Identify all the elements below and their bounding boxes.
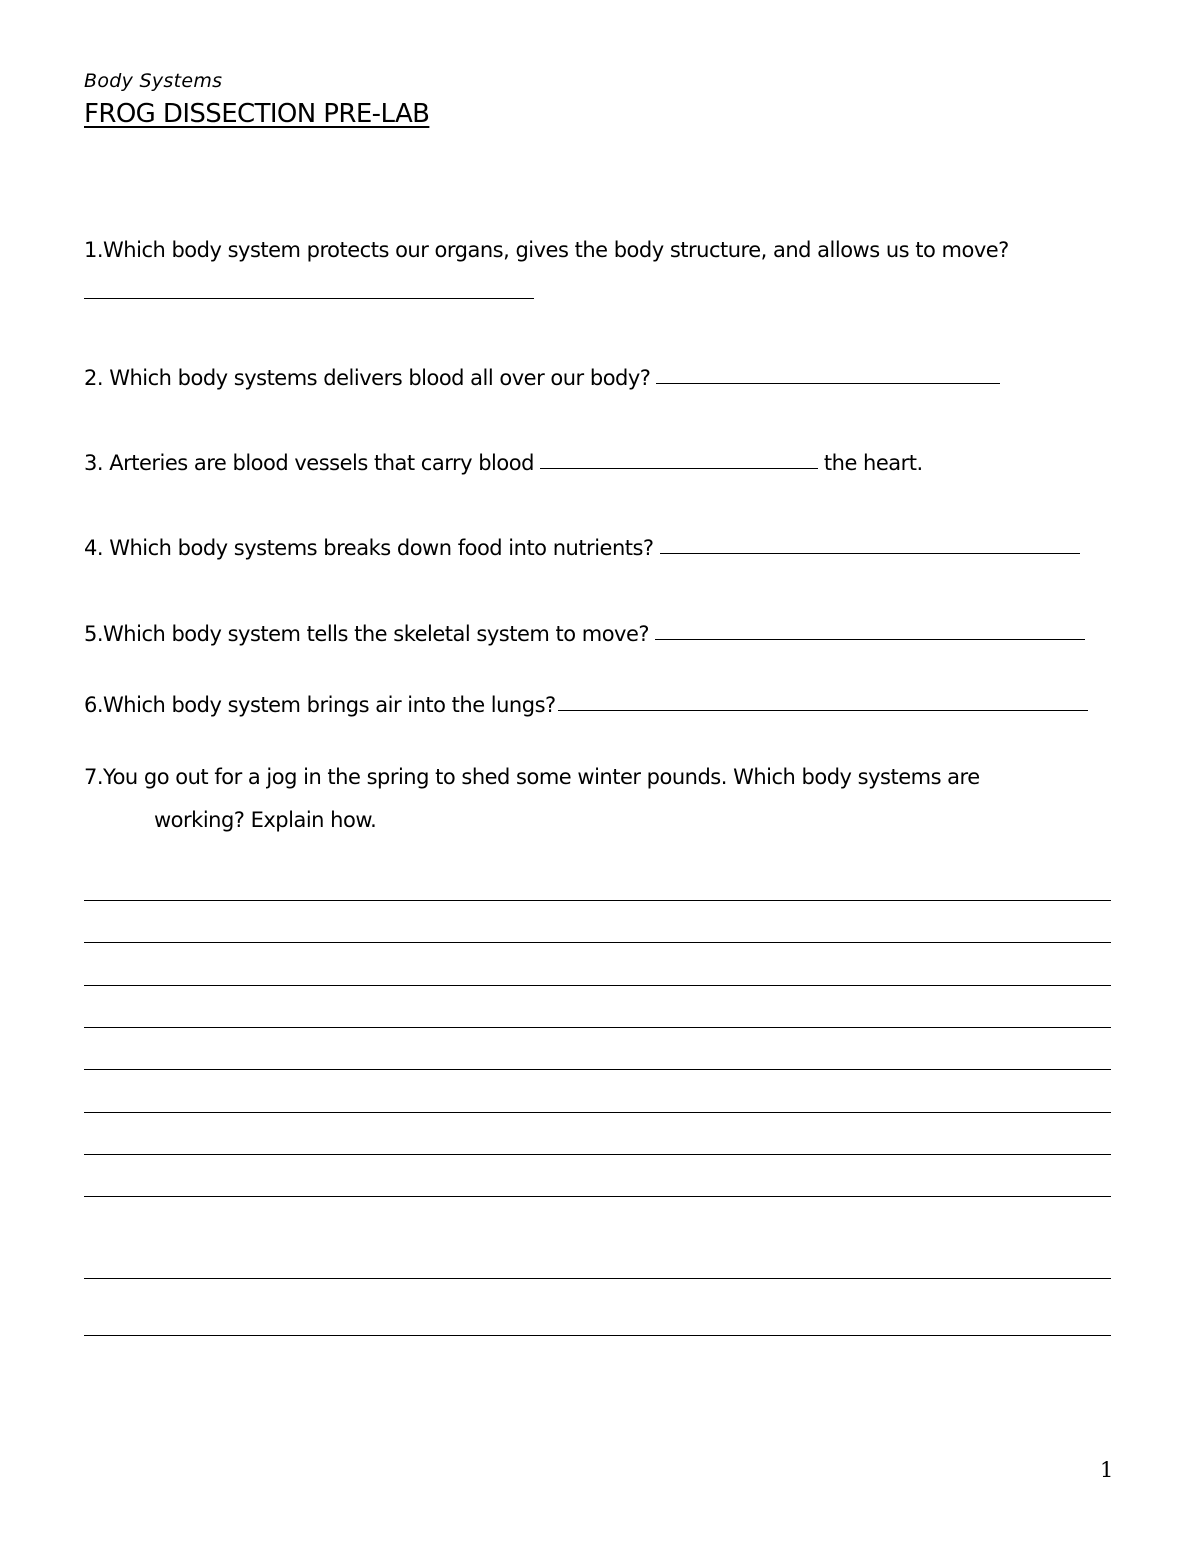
answer-line[interactable] bbox=[84, 1027, 1111, 1028]
question-3-text-before: 3. Arteries are blood vessels that carry blood bbox=[84, 451, 534, 475]
answer-line[interactable] bbox=[84, 1112, 1111, 1113]
answer-line[interactable] bbox=[84, 985, 1111, 986]
question-4-answer-blank[interactable] bbox=[660, 551, 1080, 554]
question-5 bbox=[84, 622, 1091, 646]
answer-line[interactable] bbox=[84, 1154, 1111, 1155]
question-7-text-line-2: working? Explain how. bbox=[154, 808, 377, 832]
question-4-text: 4. Which body systems breaks down food into nutrients? bbox=[84, 536, 654, 560]
question-2-answer-blank[interactable] bbox=[656, 381, 1000, 384]
page-number: 1 bbox=[1100, 1458, 1114, 1482]
question-7 bbox=[84, 765, 980, 789]
question-2 bbox=[84, 366, 1006, 390]
answer-line[interactable] bbox=[84, 900, 1111, 901]
document-title: FROG DISSECTION PRE-LAB bbox=[84, 99, 430, 129]
question-6-answer-blank[interactable] bbox=[558, 708, 1088, 711]
answer-line[interactable] bbox=[84, 1196, 1111, 1197]
question-5-answer-blank[interactable] bbox=[655, 637, 1085, 640]
question-3-text-after: the heart. bbox=[823, 451, 923, 475]
answer-line[interactable] bbox=[84, 1278, 1111, 1279]
question-2-text: 2. Which body systems delivers blood all over our body? bbox=[84, 366, 651, 390]
question-4 bbox=[84, 536, 1086, 560]
question-1-text: 1.Which body system protects our organs, gives the body structure, and allows us to move? bbox=[84, 238, 1009, 262]
document-subtitle: Body Systems bbox=[84, 70, 223, 92]
question-6-text: 6.Which body system brings air into the lungs? bbox=[84, 693, 556, 717]
question-7-text-line-1: 7.You go out for a jog in the spring to shed some winter pounds. Which body systems are bbox=[84, 765, 980, 789]
question-5-text: 5.Which body system tells the skeletal system to move? bbox=[84, 622, 650, 646]
question-3-answer-blank[interactable] bbox=[540, 466, 818, 469]
answer-line[interactable] bbox=[84, 1069, 1111, 1070]
answer-line[interactable] bbox=[84, 942, 1111, 943]
question-1 bbox=[84, 238, 1009, 262]
question-6 bbox=[84, 693, 1094, 717]
question-1-answer-line[interactable] bbox=[84, 298, 534, 299]
question-3 bbox=[84, 451, 923, 475]
answer-line[interactable] bbox=[84, 1335, 1111, 1336]
